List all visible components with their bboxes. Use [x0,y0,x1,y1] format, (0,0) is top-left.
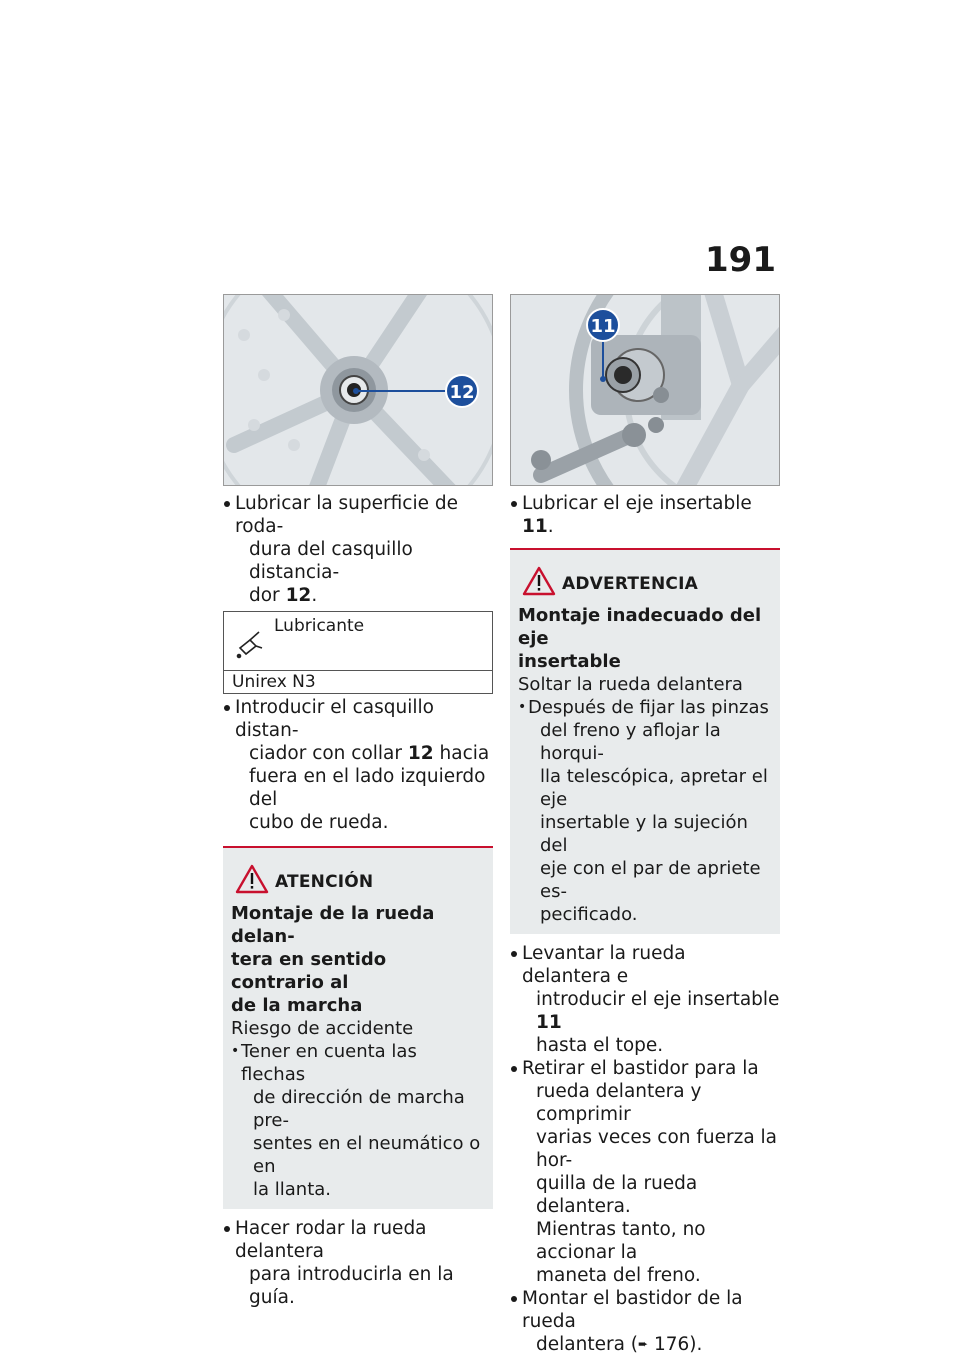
text-line: Tener en cuenta las flechas [241,1041,417,1085]
text-line: . [547,516,554,537]
text-line: dor [249,585,286,606]
text-line: ). [689,1334,703,1355]
page-number: 191 [705,240,776,280]
text-line: para introducirla en la guía. [249,1264,454,1308]
text-line: Después de fijar las pinzas [528,697,769,718]
ref-12: 12 [285,585,312,606]
step-roll-wheel [223,1217,493,1309]
text-line: Hacer rodar la rueda delantera [235,1218,427,1262]
text-line: maneta del freno. [536,1265,701,1286]
warning-title: ADVERTENCIA [562,574,698,594]
callout-12: 12 [449,382,475,403]
step-lubricate-bearing [223,492,493,607]
text-line: Lubricar el eje insertable [522,493,752,514]
text-line: la llanta. [253,1179,332,1200]
warning-heading [518,604,772,673]
step-lift-wheel [510,942,780,1057]
text-line: Levantar la rueda delantera e [522,943,686,987]
lubricant-header [224,612,492,671]
figure-axle [510,294,780,486]
text-line: introducir el eje insertable [536,989,780,1010]
callout-11: 11 [590,316,616,337]
warning-heading [231,902,485,1017]
step-mount-stand [510,1287,780,1356]
text-line: Mientras tanto, no accionar la [536,1219,706,1263]
text-line: Montar el bastidor de la rueda [522,1288,743,1332]
text-line: cubo de rueda. [249,812,389,833]
text-line: de dirección de marcha pre- [253,1087,465,1131]
text-line: hacia [433,743,490,764]
warning-bullet [518,696,772,926]
text-line: lla telescópica, apretar el eje [540,766,768,810]
text-line: quilla de la rueda delantera. [536,1173,698,1217]
text-line: delantera ( [536,1334,639,1355]
text-line: Montaje inadecuado del eje [518,605,762,649]
text-line: Retirar el bastidor para la [522,1058,759,1079]
text-line: varias veces con fuerza la hor- [536,1127,778,1171]
page-reference-arrow-icon: ➨ [638,1337,649,1351]
text-line: Montaje de la rueda delan- [231,903,435,947]
axle-illustration [511,295,779,485]
step-insert-spacer [223,696,493,834]
wheel-illustration [224,295,492,485]
warning-triangle-icon [522,566,556,596]
right-column [510,294,780,1356]
text-line: ciador con collar [249,743,408,764]
warning-box-advertencia [510,548,780,934]
text-line: hasta el tope. [536,1035,664,1056]
warning-bullet [231,1040,485,1201]
lubricant-table [223,611,493,694]
warning-risk: Riesgo de accidente [231,1018,414,1039]
warning-title: ATENCIÓN [275,872,374,892]
figure-wheel-spacer [223,294,493,486]
text-line: Introducir el casquillo distan- [235,697,434,741]
text-line: del freno y aflojar la horqui- [540,720,721,764]
left-column [223,294,493,1309]
text-line: tera en sentido contrario al [231,949,387,993]
text-line: rueda delantera y comprimir [536,1081,702,1125]
text-line: sentes en el neumático o en [253,1133,481,1177]
lubricant-label: Lubricante [274,616,365,636]
warning-risk: Soltar la rueda delantera [518,674,743,695]
text-line: pecificado. [540,904,638,925]
text-line: de la marcha [231,995,363,1016]
page-reference[interactable]: 176 [653,1334,690,1355]
step-lubricate-axle [510,492,780,538]
step-remove-stand [510,1057,780,1287]
ref-11: 11 [522,516,548,537]
warning-triangle-icon [235,864,269,894]
text-line: insertable [518,651,621,672]
lubricant-value: Unirex N3 [232,672,316,692]
text-line: Lubricar la superficie de roda- [235,493,458,537]
text-line: eje con el par de apriete es- [540,858,761,902]
ref-12: 12 [407,743,434,764]
text-line: fuera en el lado izquierdo del [249,766,486,810]
oil-can-icon [232,626,266,660]
text-line: . [311,585,318,606]
warning-box-attention [223,846,493,1209]
text-line: dura del casquillo distancia- [249,539,413,583]
ref-11: 11 [536,1012,562,1033]
text-line: insertable y la sujeción del [540,812,748,856]
